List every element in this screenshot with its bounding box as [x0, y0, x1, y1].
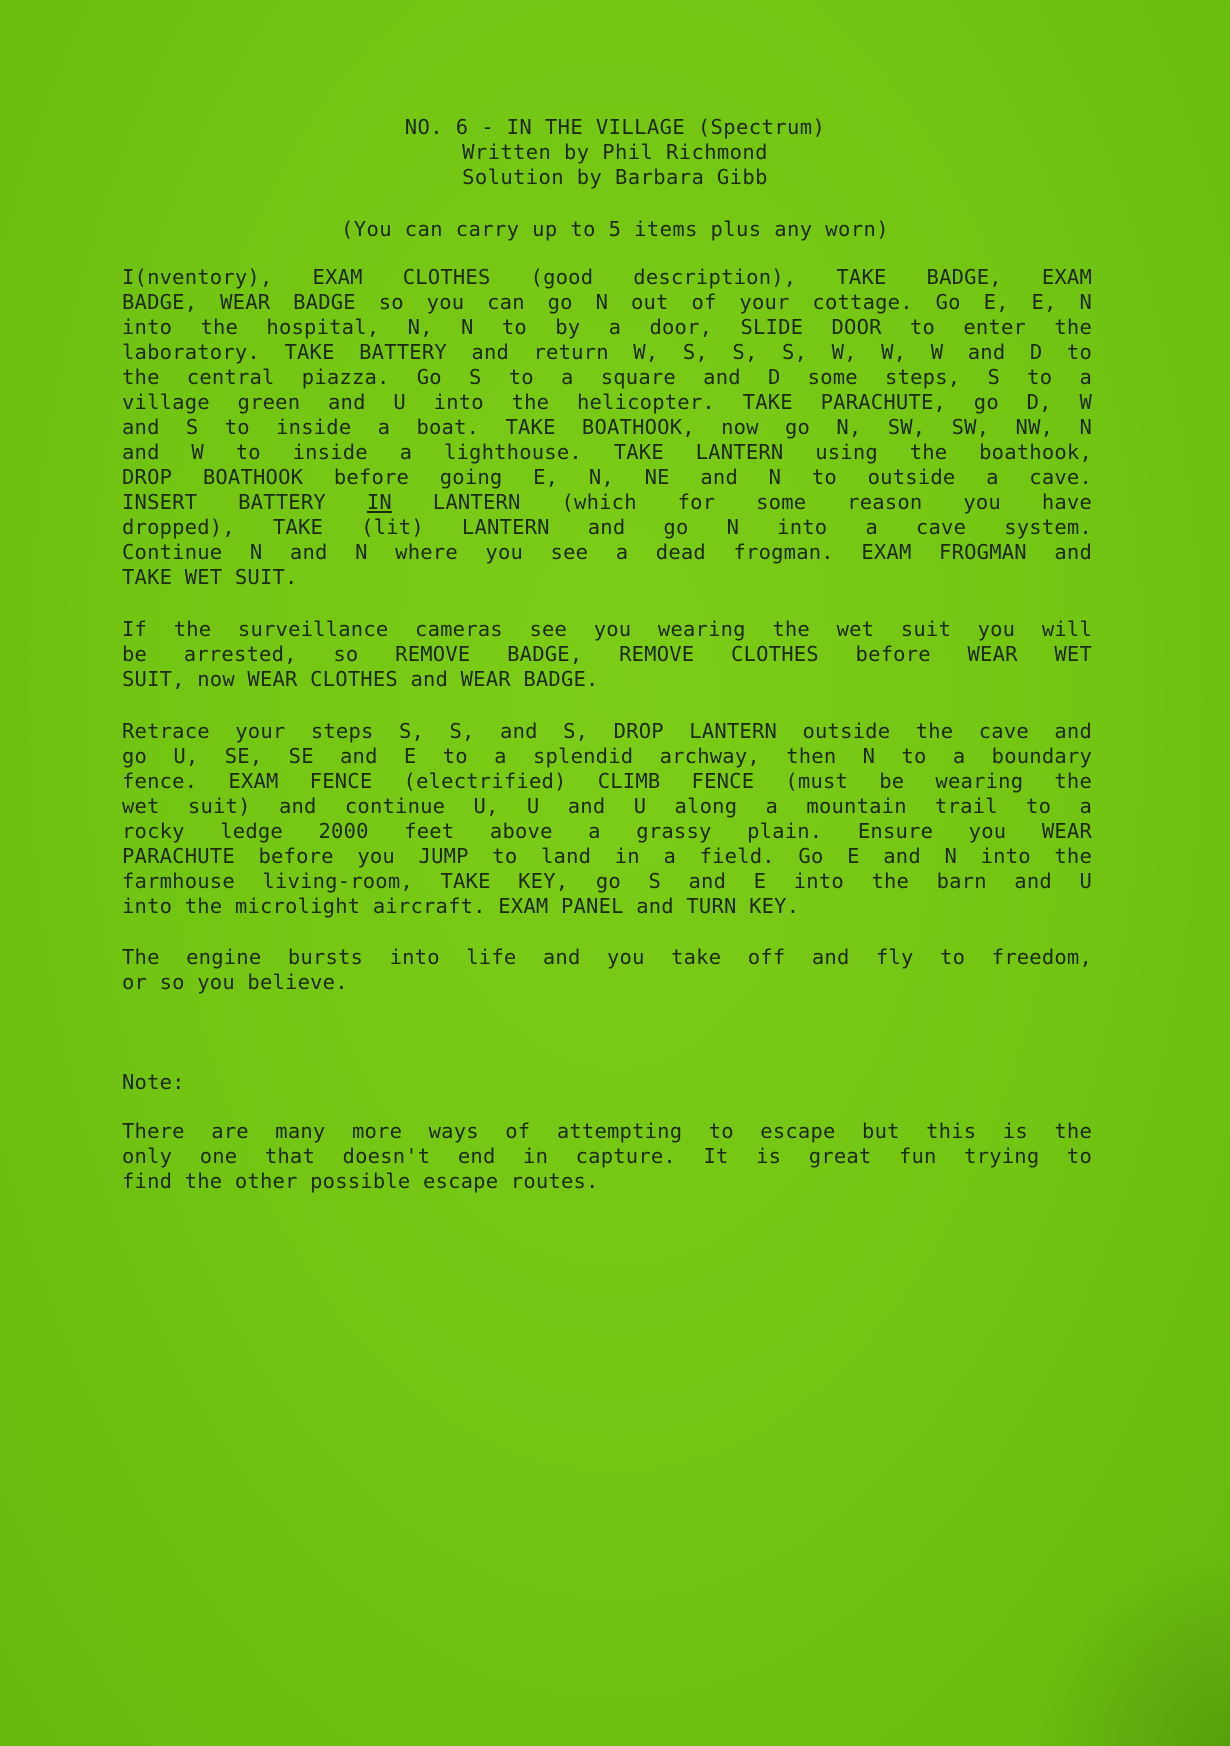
text-line: and W to inside a lighthouse. TAKE LANTERN using the boathook, — [122, 440, 1092, 464]
text-line: be arrested, so REMOVE BADGE, REMOVE CLOTHES before WEAR WET — [122, 642, 1092, 666]
paragraph-note — [122, 1119, 1092, 1194]
paragraph-walkthrough-2 — [122, 719, 1092, 919]
text-line: I(nventory), EXAM CLOTHES (good description), TAKE BADGE, EXAM — [122, 265, 1092, 289]
text-line: go U, SE, SE and E to a splendid archway, then N to a boundary — [122, 744, 1092, 768]
text-line: into the hospital, N, N to by a door, SLIDE DOOR to enter the — [122, 315, 1092, 339]
text-line: There are many more ways of attempting to escape but this is the — [122, 1119, 1092, 1143]
text-line: SUIT, now WEAR CLOTHES and WEAR BADGE. — [122, 667, 599, 691]
text-line: into the microlight aircraft. EXAM PANEL and TURN KEY. — [122, 894, 800, 918]
text-line: find the other possible escape routes. — [122, 1169, 599, 1193]
document-header — [0, 115, 1230, 190]
paragraph-surveillance — [122, 617, 1092, 692]
note-heading — [122, 1070, 1092, 1095]
page-title: NO. 6 - IN THE VILLAGE (Spectrum) — [404, 115, 826, 139]
carry-limit-note: (You can carry up to 5 items plus any worn) — [341, 217, 889, 241]
text-line: or so you believe. — [122, 970, 348, 994]
text-line: farmhouse living-room, TAKE KEY, go S and E into the barn and U — [122, 869, 1092, 893]
text-line: If the surveillance cameras see you wearing the wet suit you will — [122, 617, 1092, 641]
text-line: Continue N and N where you see a dead frogman. EXAM FROGMAN and — [122, 540, 1092, 564]
paragraph-walkthrough-1 — [122, 265, 1092, 590]
text-line: The engine bursts into life and you take off and fly to freedom, — [122, 945, 1092, 969]
text-line-insert-battery — [122, 490, 1092, 515]
text-line: the central piazza. Go S to a square and D some steps, S to a — [122, 365, 1092, 389]
text-line: laboratory. TAKE BATTERY and return W, S, S, S, W, W, W and D to — [122, 340, 1092, 364]
text-line: PARACHUTE before you JUMP to land in a field. Go E and N into the — [122, 844, 1092, 868]
text-line: rocky ledge 2000 feet above a grassy plain. Ensure you WEAR — [122, 819, 1092, 843]
text-line: Retrace your steps S, S, and S, DROP LANTERN outside the cave and — [122, 719, 1092, 743]
text-line: DROP BOATHOOK before going E, N, NE and N to outside a cave. — [122, 465, 1092, 489]
underlined-word: IN — [366, 490, 392, 514]
text-line: BADGE, WEAR BADGE so you can go N out of your cottage. Go E, E, N — [122, 290, 1092, 314]
author-line: Written by Phil Richmond — [462, 140, 768, 164]
note-label: Note: — [122, 1070, 185, 1094]
text-line: only one that doesn't end in capture. It is great fun trying to — [122, 1144, 1092, 1168]
text-line: village green and U into the helicopter. TAKE PARACHUTE, go D, W — [122, 390, 1092, 414]
text-line: and S to inside a boat. TAKE BOATHOOK, now go N, SW, SW, NW, N — [122, 415, 1092, 439]
text-line: wet suit) and continue U, U and U along a mountain trail to a — [122, 794, 1092, 818]
text-segment: LANTERN (which for some reason you have — [391, 490, 1092, 514]
text-line: fence. EXAM FENCE (electrified) CLIMB FENCE (must be wearing the — [122, 769, 1092, 793]
paragraph-ending — [122, 945, 1092, 995]
solution-by-line: Solution by Barbara Gibb — [462, 165, 768, 189]
text-line: TAKE WET SUIT. — [122, 565, 298, 589]
text-line: dropped), TAKE (lit) LANTERN and go N into a cave system. — [122, 515, 1092, 539]
text-segment: INSERT BATTERY — [122, 490, 367, 514]
